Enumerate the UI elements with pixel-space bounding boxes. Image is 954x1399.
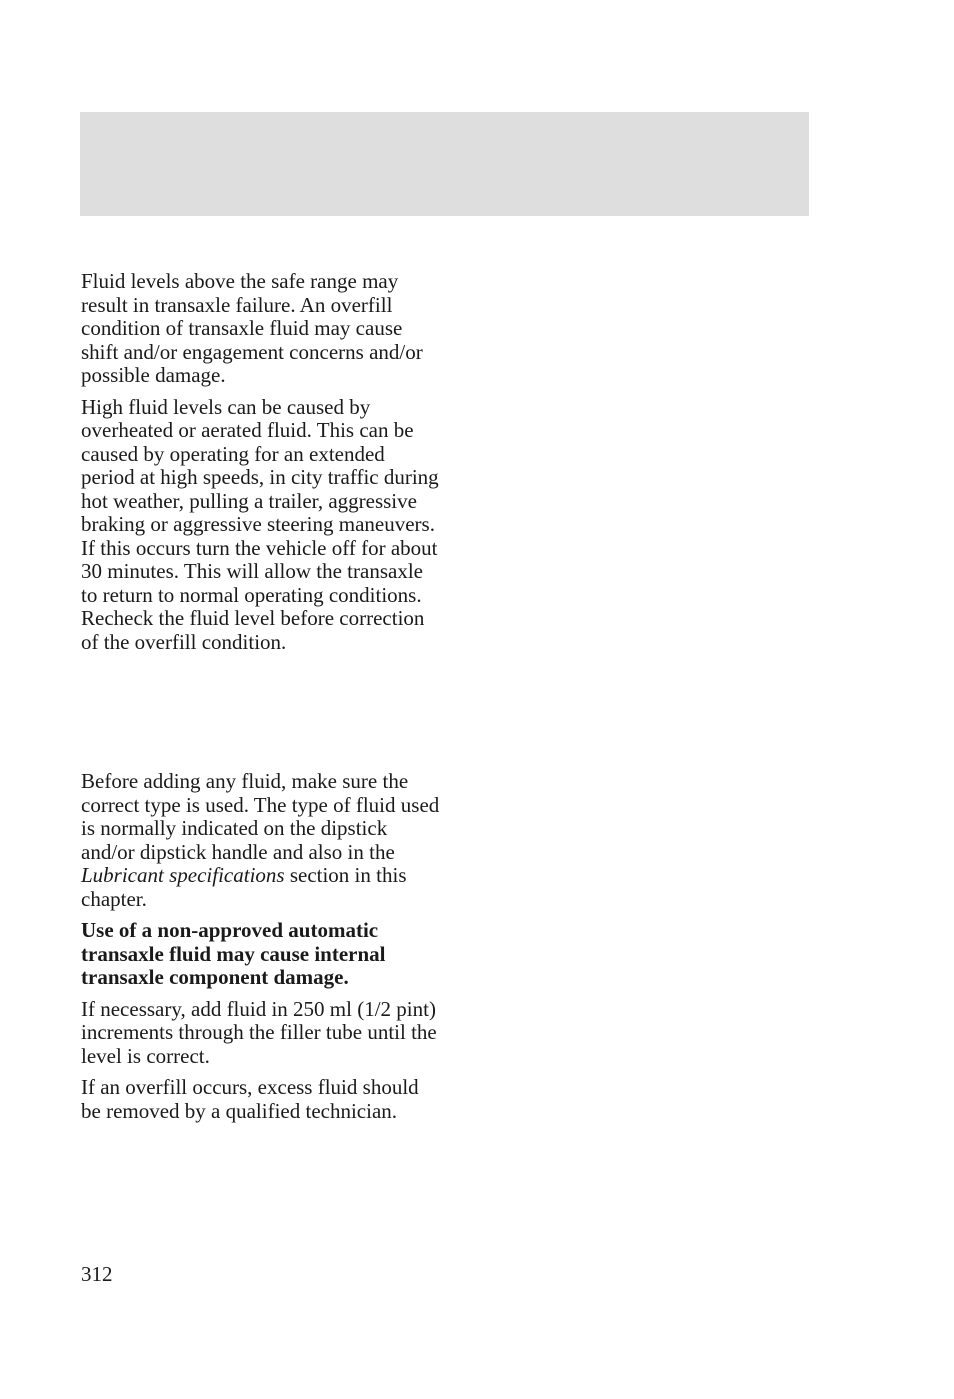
fluid-type-paragraph (81, 770, 441, 911)
fluid-type-text-end: section in this chapter. (81, 863, 407, 911)
add-fluid-paragraph: If necessary, add fluid in 250 ml (1/2 pint) increments through the filler tube until the level is correct. (81, 996, 437, 1068)
fluid-type-text-start: Before adding any fluid, make sure the correct type is used. The type of fluid used is normally indicated on the dipstick and/or dipstick handle and also in the (81, 769, 440, 864)
overfill-section (81, 270, 441, 662)
page-number: 312 (81, 1262, 113, 1286)
overfill-paragraph: Fluid levels above the safe range may result in transaxle failure. An overfill condition of transaxle fluid may cause shift and/or engagement concerns and/or possible damage. (81, 269, 423, 387)
header-band (80, 112, 809, 216)
lubricant-specifications-reference: Lubricant specifications (81, 863, 285, 887)
non-approved-fluid-warning: Use of a non-approved automatic transaxle fluid may cause internal transaxle component damage. (81, 918, 386, 989)
high-fluid-paragraph: High fluid levels can be caused by overheated or aerated fluid. This can be caused by operating for an extended period at high speeds, in city traffic during hot weather, pulling a trailer, aggressive braking or aggressive steering maneuvers. If this occurs turn the vehicle off for about 30 minutes. This will allow the transaxle to return to normal operating conditions. Recheck the fluid level before correction of the overfill condition. (81, 394, 439, 654)
adding-fluid-section (81, 770, 441, 1131)
overfill-removal-paragraph: If an overfill occurs, excess fluid should be removed by a qualified technician. (81, 1075, 419, 1123)
